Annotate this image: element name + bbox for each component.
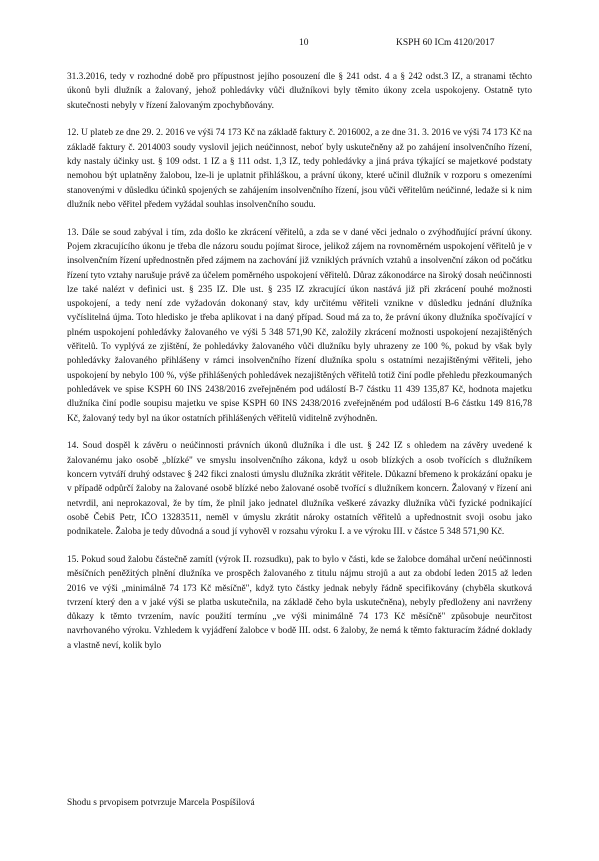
paragraph-12: 12. U plateb ze dne 29. 2. 2016 ve výši 74 173 Kč na základě faktury č. 2016002, a ze dne 31. 3. 2016 ve výši 74 173 Kč na základě faktury č. 2014003 soudy vyslovil jejich neúčinnost, neboť byly uskutečněny až po zahájení insolvenčního řízení, kdy nastaly účinky ust. § 109 odst. 1 IZ a § 111 odst. 1,3 IZ, tedy pohledávky a jiná práva týkající se majetkové podstaty nemohou být uplatněny žalobou, lze-li je uplatnit přihláškou, a právní úkony, které učinil dlužník v rozporu s omezeními stanovenými v důsledku účinků spojených se zahájením insolvenčního řízení, jsou vůči věřitelům neúčinné, ledaže si k nim dlužník nebo věřitel předem vyžádal souhlas insolvenčního soudu. (67, 128, 532, 210)
case-reference: KSPH 60 ICm 4120/2017 (396, 38, 495, 48)
paragraph-13: 13. Dále se soud zabýval i tím, zda došlo ke zkrácení věřitelů, a zda se v dané věci jednalo o zvýhodňující právní úkony. Pojem zkracujícího úkonu je třeba dle názoru soudu pojímat široce, jelikož zájem na rovnoměrném uspokojení věřitelů je v insolvenčním řízení upřednostněn před zájmem na zachování již vzniklých právních vztahů a insolvenční zákon od počátku řízení tyto vztahy narušuje právě za účelem poměrného uspokojení věřitelů. Důraz zákonodárce na široký dosah neúčinnosti lze také nalézt v definici ust. § 235 IZ. Dle ust. § 235 IZ zkracující úkon nastává již při zkrácení pouhé možnosti uspokojení, a tedy není zde vyžadován dokonaný stav, kdy určitému věřiteli vznikne v důsledku jednání dlužníka vyčíslitelná újma. Toto hledisko je třeba aplikovat i na daný případ. Soud má za to, že právní úkony dlužníka spočívající v plném uspokojení pohledávky žalovaného ve výši 5 348 571,90 Kč, založily zkrácení možnosti uspokojení nezajištěných věřitelů. To vyplývá ze zjištění, že pohledávky žalovaného vůči dlužníku byly uhrazeny ze 100 %, pokud by však byly pohledávky žalovaného přihlášeny v rámci insolvenčního řízení dlužníka spolu s ostatními nezajištěnými věřiteli, jeho uspokojení by nebylo 100 %, výše přihlášených pohledávek nezajištěných věřitelů totiž činí podle přehledu přezkoumaných pohledávek ve spise KSPH 60 INS 2438/2016 zveřejněném pod událostí B-7 částku 11 439 135,87 Kč, hodnota majetku dlužníka činí podle soupisu majetku ve spise KSPH 60 INS 2438/2016 zveřejněném pod událostí B-6 částku 149 816,78 Kč, žalovaný tedy byl na úkor ostatních přihlášených věřitelů viditelně zvýhodněn. (67, 227, 532, 424)
document-body (67, 70, 532, 666)
paragraph-14: 14. Soud dospěl k závěru o neúčinnosti právních úkonů dlužníka i dle ust. § 242 IZ s ohledem na závěry uvedené k žalovanému jako osobě „blízké" ve smyslu insolvenčního zákona, když u osob blízkých a osob tvořících s dlužníkem koncern vytváří druhý odstavec § 242 fikci znalosti úmyslu dlužníka zkrátit věřitele. Důkazní břemeno k prokázání opaku je v případě odpůrčí žaloby na žalované osobě blízké nebo žalované osobě tvořící s dlužníkem koncern. Žalovaný v řízení ani netvrdil, ani neprokazoval, že by tím, že plnil jako jednatel dlužníka veškeré závazky dlužníka vůči fyzické podnikající osobě Čebiš Petr, IČO 13283511, neměl v úmyslu zkrátit nároky ostatních věřitelů a upřednostnit svoji osobu jako podnikatele. Žaloba je tedy důvodná a soud jí vyhověl v rozsahu výroku I. a ve výroku III. v částce 5 348 571,90 Kč. (67, 441, 532, 538)
paragraph-15: 15. Pokud soud žalobu částečně zamítl (výrok II. rozsudku), pak to bylo v části, kde se žalobce domáhal určení neúčinnosti měsíčních peněžitých plnění dlužníka ve prospěch žalovaného z titulu nájmu strojů a aut za období leden 2015 až leden 2016 ve výši „minimálně 74 173 Kč měsíčně", když tyto částky jednak nebyly řádně specifikovány (chyběla skutková tvrzení který den a v jaké výši se platba uskutečnila, na základě čeho byla uskutečněna), nebyly předloženy ani navrženy důkazy k těmto tvrzením, navíc použití termínu „ve výši minimálně 74 173 Kč měsíčně" způsobuje neurčitost navrhovaného výroku. Vzhledem k vyjádření žalobce v bodě III. odst. 6 žaloby, že nemá k těmto fakturacím žádné doklady a vlastně neví, kolik bylo (67, 554, 532, 651)
page-number: 10 (299, 38, 309, 48)
certification-note: Shodu s prvopisem potvrzuje Marcela Pospíšilová (67, 798, 255, 808)
paragraph-continuation: 31.3.2016, tedy v rozhodné době pro přípustnost jejího posouzení dle § 241 odst. 4 a § 242 odst.3 IZ, a stranami těchto úkonů byli dlužník a žalovaný, jehož pohledávky vůči dlužníkovi byly těmito úkony zcela uspokojeny. Ostatně tyto skutečnosti nebyly v řízení žalovaným zpochybňovány. (67, 72, 532, 111)
